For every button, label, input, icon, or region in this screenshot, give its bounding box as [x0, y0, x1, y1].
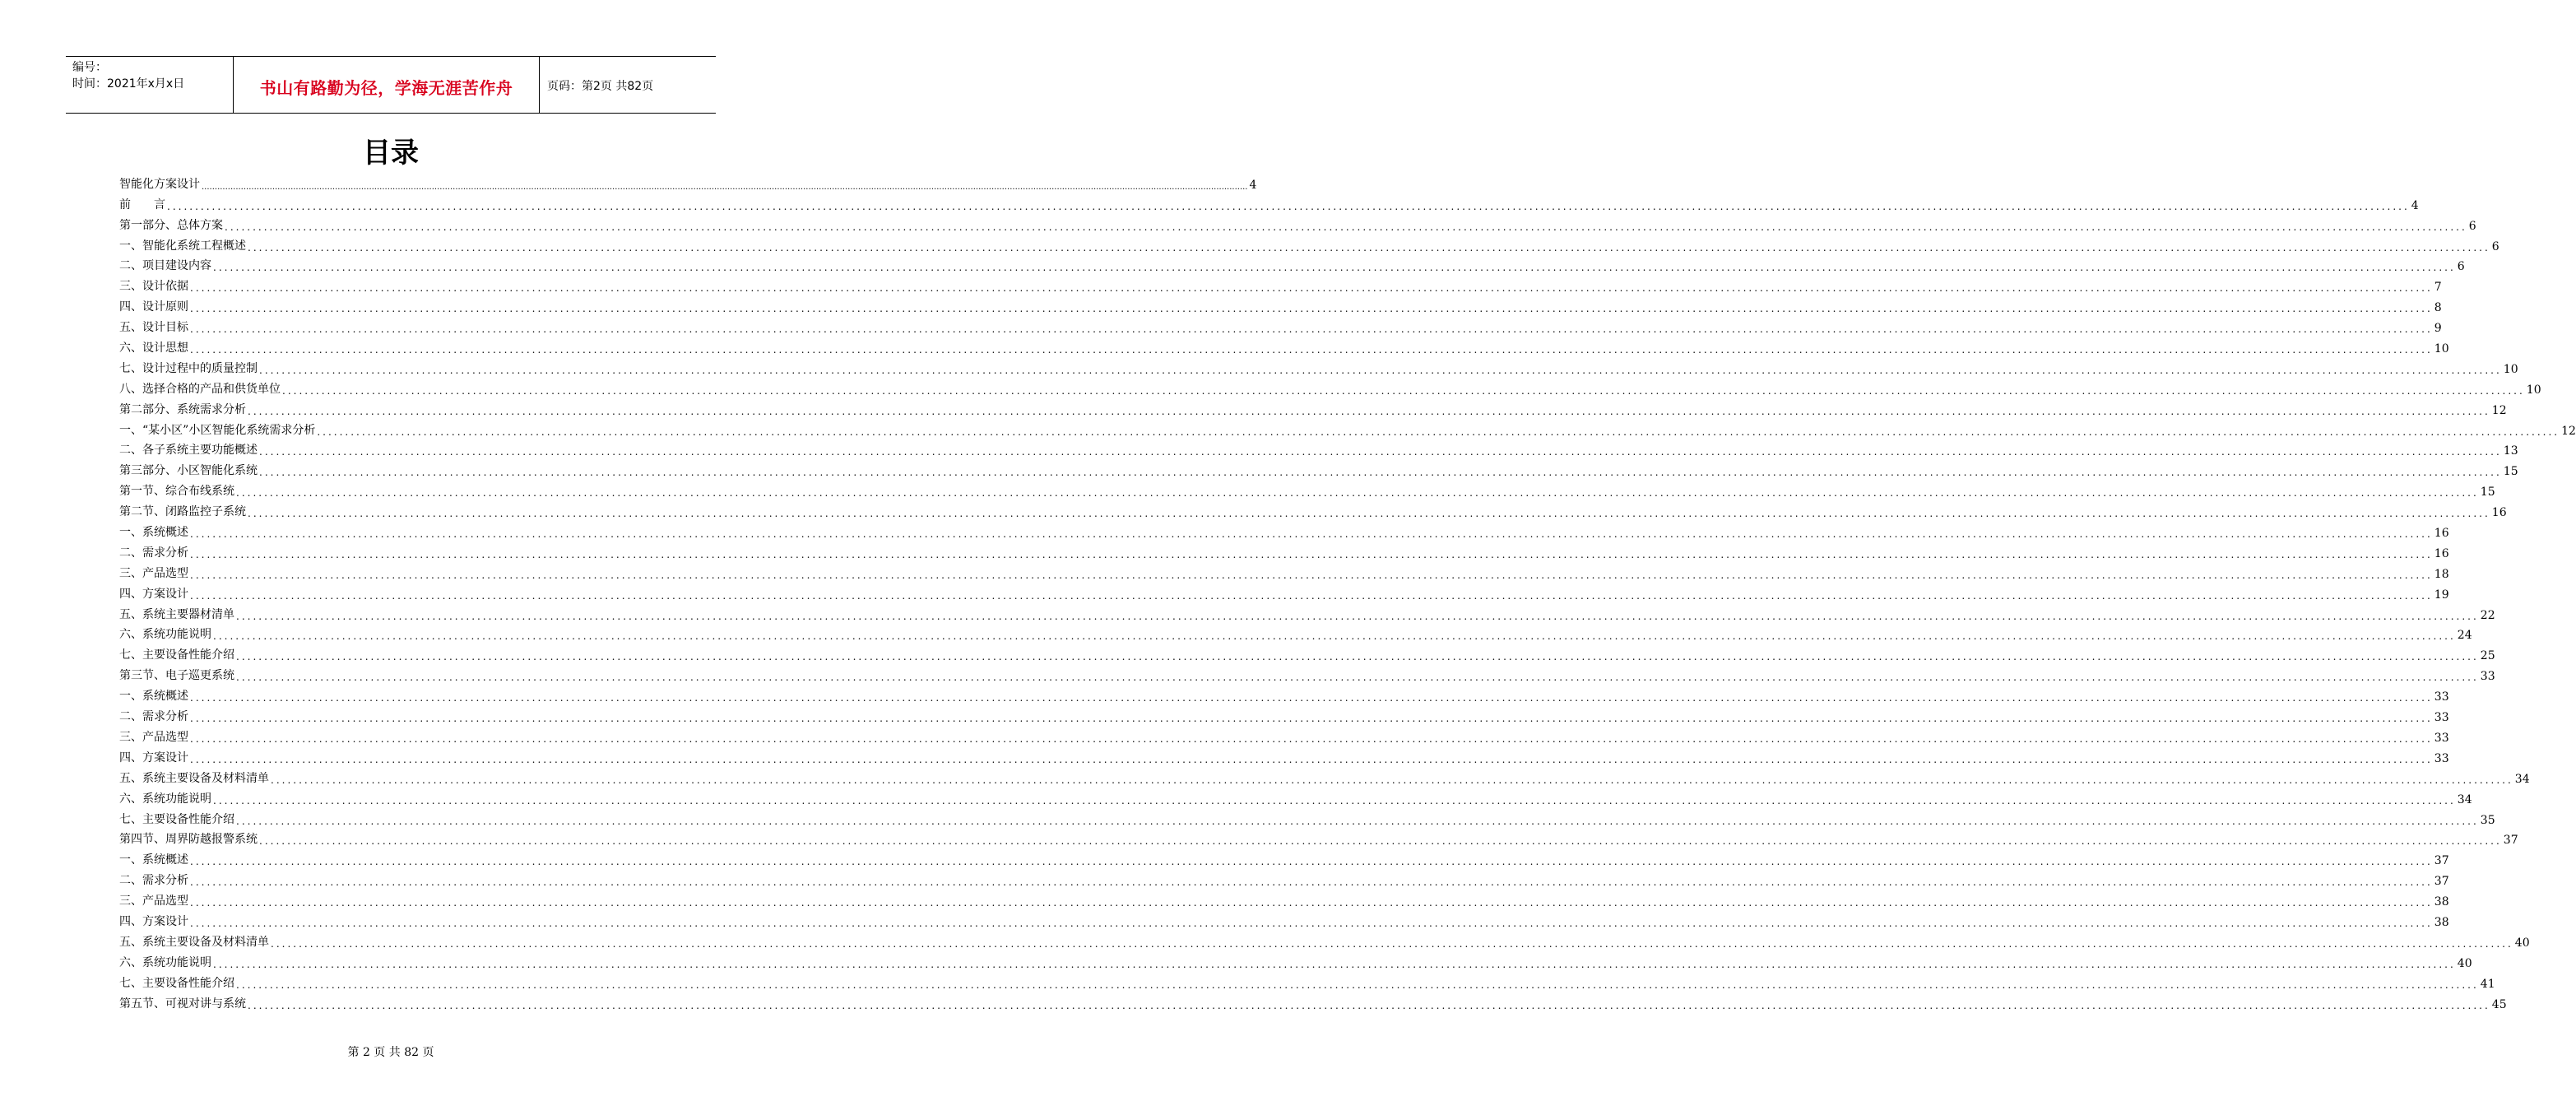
toc-entry[interactable]: [119, 335, 2449, 356]
toc-dot-leader: ................................................................................................................................................................................................................................................................................................................................................................................................................: [190, 528, 2433, 541]
header-motto-cell: [233, 57, 540, 113]
toc-dot-leader: ................................................................................................................................................................................................................................................................................................................................................................................................................: [213, 630, 2456, 643]
toc-entry[interactable]: [119, 642, 2495, 663]
toc-entry-page: 7: [2434, 281, 2442, 295]
toc-entry-page: 40: [2514, 936, 2530, 950]
toc-dot-leader: ................................................................................................................................................................................................................................................................................................................................................................................................................: [317, 425, 2560, 438]
toc-entry-label: 七、主要设备性能介绍: [119, 812, 234, 826]
toc-entry[interactable]: [119, 560, 2449, 581]
toc-dot-leader: ................................................................................................................................................................................................................................................................................................................................................................................................................: [190, 303, 2433, 315]
toc-entry-label: 三、产品选型: [119, 895, 188, 908]
toc-entry-page: 33: [2434, 751, 2449, 765]
toc-entry-label: 四、方案设计: [119, 914, 188, 928]
toc-entry-page: 13: [2503, 444, 2518, 458]
toc-entry[interactable]: [119, 294, 2442, 315]
toc-entry[interactable]: [119, 806, 2495, 827]
toc-dot-leader: ................................................................................................................................................................................................................................................................................................................................................................................................................: [202, 182, 1248, 192]
toc-dot-leader: ................................................................................................................................................................................................................................................................................................................................................................................................................: [236, 487, 2479, 500]
toc-entry[interactable]: [119, 827, 2518, 848]
toc-entry[interactable]: [119, 970, 2495, 991]
toc-entry-page: 6: [2491, 239, 2499, 253]
toc-entry-label: 一、系统概述: [119, 853, 188, 867]
date-label: 时间：2021年x月x日: [72, 77, 185, 91]
toc-entry-page: 24: [2457, 629, 2472, 643]
toc-entry[interactable]: [119, 212, 2476, 233]
toc-entry-label: 前 言: [119, 198, 165, 211]
toc-entry-page: 35: [2480, 813, 2495, 827]
toc-dot-leader: ................................................................................................................................................................................................................................................................................................................................................................................................................: [225, 221, 2467, 233]
toc-entry-label: 二、需求分析: [119, 874, 188, 888]
toc-entry-page: 18: [2434, 567, 2449, 581]
toc-entry-label: 二、需求分析: [119, 546, 188, 560]
toc-entry[interactable]: [119, 356, 2518, 376]
toc-entry-label: 七、设计过程中的质量控制: [119, 361, 258, 375]
toc-entry-page: 33: [2434, 711, 2449, 725]
toc-dot-leader: ................................................................................................................................................................................................................................................................................................................................................................................................................: [248, 241, 2490, 253]
toc-entry[interactable]: [119, 950, 2472, 970]
toc-dot-leader: ................................................................................................................................................................................................................................................................................................................................................................................................................: [190, 692, 2433, 704]
toc-entry-page: 16: [2434, 527, 2449, 541]
header-motto: 书山有路勤为径，学海无涯苦作舟: [259, 78, 513, 98]
toc-entry-label: 六、系统功能说明: [119, 792, 211, 806]
toc-entry-label: 五、系统主要器材清单: [119, 607, 234, 621]
toc-dot-leader: ................................................................................................................................................................................................................................................................................................................................................................................................................: [248, 405, 2490, 417]
toc-entry[interactable]: [119, 765, 2530, 786]
toc-entry-label: 三、产品选型: [119, 566, 188, 580]
header-info-cell: [66, 57, 233, 113]
toc-entry-label: 六、系统功能说明: [119, 955, 211, 969]
toc-dot-leader: ................................................................................................................................................................................................................................................................................................................................................................................................................: [190, 344, 2433, 356]
toc-entry[interactable]: [119, 540, 2449, 560]
toc-entry-page: 33: [2434, 731, 2449, 745]
toc-dot-leader: ................................................................................................................................................................................................................................................................................................................................................................................................................: [248, 508, 2490, 520]
toc-entry[interactable]: [119, 908, 2449, 929]
toc-entry-label: 一、“某小区”小区智能化系统需求分析: [119, 423, 316, 437]
toc-entry[interactable]: [119, 458, 2518, 479]
toc-entry[interactable]: [119, 581, 2449, 602]
toc-entry[interactable]: [119, 847, 2449, 868]
toc-entry[interactable]: [119, 786, 2472, 806]
toc-entry[interactable]: [119, 991, 2507, 1011]
toc-dot-leader: ................................................................................................................................................................................................................................................................................................................................................................................................................: [190, 282, 2433, 295]
toc-dot-leader: ................................................................................................................................................................................................................................................................................................................................................................................................................: [190, 548, 2433, 560]
toc-entry[interactable]: [119, 273, 2442, 295]
toc-entry-page: 6: [2468, 219, 2476, 233]
toc-entry-page: 25: [2480, 649, 2495, 663]
toc-entry-label: 六、设计思想: [119, 342, 188, 356]
toc-entry-page: 19: [2434, 588, 2449, 602]
toc-dot-leader: ................................................................................................................................................................................................................................................................................................................................................................................................................: [190, 589, 2433, 602]
toc-entry-page: 12: [2491, 403, 2507, 417]
toc-entry-label: 四、方案设计: [119, 587, 188, 601]
toc-entry-page: 41: [2480, 977, 2495, 991]
toc-entry[interactable]: [119, 662, 2495, 684]
toc-entry-page: 10: [2503, 362, 2518, 376]
toc-entry-page: 37: [2503, 834, 2518, 848]
toc-entry-page: 4: [1249, 178, 1257, 192]
toc-dot-leader: ................................................................................................................................................................................................................................................................................................................................................................................................................: [248, 999, 2490, 1011]
toc-entry-page: 34: [2457, 792, 2472, 806]
toc-entry-page: 22: [2480, 608, 2495, 622]
toc-entry-page: 8: [2434, 301, 2442, 315]
serial-number-label: 编号：: [72, 61, 107, 74]
toc-dot-leader: ................................................................................................................................................................................................................................................................................................................................................................................................................: [213, 794, 2456, 806]
toc-entry[interactable]: [119, 704, 2449, 725]
toc-entry-label: 第三节、电子巡更系统: [119, 669, 234, 683]
toc-dot-leader: ................................................................................................................................................................................................................................................................................................................................................................................................................: [259, 364, 2502, 376]
toc-dot-leader: ................................................................................................................................................................................................................................................................................................................................................................................................................: [236, 815, 2479, 827]
toc-dot-leader: ................................................................................................................................................................................................................................................................................................................................................................................................................: [190, 917, 2433, 929]
toc-entry[interactable]: [119, 724, 2449, 745]
toc-entry[interactable]: [119, 253, 2465, 274]
toc-entry[interactable]: [119, 233, 2499, 253]
toc-entry[interactable]: [119, 683, 2449, 704]
toc-entry-label: 五、系统主要设备及材料清单: [119, 935, 269, 949]
toc-entry-label: 一、系统概述: [119, 690, 188, 704]
toc-entry[interactable]: [119, 478, 2495, 500]
toc-entry[interactable]: [119, 745, 2449, 765]
toc-entry-page: 37: [2434, 875, 2449, 889]
toc-entry-page: 45: [2491, 997, 2507, 1011]
toc-entry[interactable]: [119, 192, 2419, 212]
toc-dot-leader: ................................................................................................................................................................................................................................................................................................................................................................................................................: [282, 384, 2525, 397]
toc-entry-label: 二、需求分析: [119, 710, 188, 724]
toc-entry-label: 智能化方案设计: [119, 177, 200, 191]
toc-dot-leader: ................................................................................................................................................................................................................................................................................................................................................................................................................: [190, 753, 2433, 765]
toc-entry-label: 七、主要设备性能介绍: [119, 648, 234, 662]
toc-dot-leader: ................................................................................................................................................................................................................................................................................................................................................................................................................: [236, 672, 2479, 684]
toc-dot-leader: ................................................................................................................................................................................................................................................................................................................................................................................................................: [167, 200, 2410, 212]
toc-entry[interactable]: [119, 438, 2518, 458]
toc-dot-leader: ................................................................................................................................................................................................................................................................................................................................................................................................................: [259, 835, 2502, 848]
toc-entry-label: 四、方案设计: [119, 750, 188, 764]
toc-entry-label: 第四节、周界防越报警系统: [119, 833, 258, 847]
toc-entry-label: 第一部分、总体方案: [119, 218, 223, 232]
toc-entry-label: 一、系统概述: [119, 526, 188, 540]
toc-dot-leader: ................................................................................................................................................................................................................................................................................................................................................................................................................: [190, 856, 2433, 868]
toc-entry-page: 12: [2561, 424, 2576, 438]
toc-dot-leader: ................................................................................................................................................................................................................................................................................................................................................................................................................: [190, 732, 2433, 745]
toc-dot-leader: ................................................................................................................................................................................................................................................................................................................................................................................................................: [190, 323, 2433, 336]
toc-entry-label: 二、各子系统主要功能概述: [119, 444, 258, 458]
toc-entry-label: 第五节、可视对讲与系统: [119, 997, 246, 1011]
toc-entry-page: 15: [2503, 465, 2518, 479]
toc-entry-page: 9: [2434, 322, 2442, 336]
toc-entry-label: 第二节、闭路监控子系统: [119, 505, 246, 519]
toc-dot-leader: ................................................................................................................................................................................................................................................................................................................................................................................................................: [259, 467, 2502, 479]
toc-entry-page: 15: [2480, 486, 2495, 500]
toc-dot-leader: ................................................................................................................................................................................................................................................................................................................................................................................................................: [213, 262, 2456, 274]
toc-dot-leader: ................................................................................................................................................................................................................................................................................................................................................................................................................: [213, 958, 2456, 970]
toc-entry-label: 五、系统主要设备及材料清单: [119, 771, 269, 785]
toc-entry-label: 第三部分、小区智能化系统: [119, 464, 258, 478]
toc-entry-label: 五、设计目标: [119, 321, 188, 335]
toc-entry-page: 16: [2434, 546, 2449, 560]
toc-entry-label: 第一节、综合布线系统: [119, 485, 234, 499]
toc-entry[interactable]: [119, 499, 2507, 520]
toc-entry-label: 三、设计依据: [119, 280, 188, 294]
table-of-contents: [119, 171, 2576, 1011]
toc-dot-leader: ................................................................................................................................................................................................................................................................................................................................................................................................................: [236, 651, 2479, 663]
toc-entry[interactable]: [119, 867, 2449, 889]
toc-entry-page: 38: [2434, 895, 2449, 909]
toc-entry[interactable]: [119, 602, 2495, 622]
toc-dot-leader: ................................................................................................................................................................................................................................................................................................................................................................................................................: [259, 446, 2502, 458]
toc-entry-label: 第二部分、系统需求分析: [119, 402, 246, 416]
toc-entry[interactable]: [119, 417, 2576, 438]
toc-dot-leader: ................................................................................................................................................................................................................................................................................................................................................................................................................: [271, 937, 2513, 950]
toc-entry-label: 六、系统功能说明: [119, 628, 211, 642]
toc-entry-page: 10: [2526, 383, 2541, 397]
toc-entry-page: 6: [2457, 260, 2465, 274]
toc-entry[interactable]: [119, 888, 2449, 909]
toc-entry-page: 10: [2434, 342, 2449, 356]
toc-entry-label: 七、主要设备性能介绍: [119, 976, 234, 990]
toc-entry[interactable]: [119, 519, 2449, 541]
toc-entry-label: 二、项目建设内容: [119, 259, 211, 273]
toc-entry[interactable]: [119, 929, 2530, 950]
toc-dot-leader: ................................................................................................................................................................................................................................................................................................................................................................................................................: [190, 569, 2433, 581]
header-page-code: 页码：第2页 共82页: [547, 80, 654, 93]
document-title: 目录: [363, 137, 419, 170]
toc-entry-page: 40: [2457, 956, 2472, 970]
toc-entry-label: 八、选择合格的产品和供货单位: [119, 382, 281, 396]
toc-dot-leader: ................................................................................................................................................................................................................................................................................................................................................................................................................: [271, 774, 2513, 786]
toc-dot-leader: ................................................................................................................................................................................................................................................................................................................................................................................................................: [236, 610, 2479, 622]
toc-dot-leader: ................................................................................................................................................................................................................................................................................................................................................................................................................: [190, 713, 2433, 725]
toc-dot-leader: ................................................................................................................................................................................................................................................................................................................................................................................................................: [190, 897, 2433, 909]
toc-entry[interactable]: [119, 397, 2507, 417]
toc-entry-page: 38: [2434, 915, 2449, 929]
toc-entry-page: 33: [2480, 670, 2495, 684]
toc-dot-leader: ................................................................................................................................................................................................................................................................................................................................................................................................................: [190, 876, 2433, 889]
toc-entry[interactable]: [119, 622, 2472, 643]
toc-entry-label: 三、产品选型: [119, 730, 188, 744]
page-header: [66, 56, 716, 114]
toc-entry-page: 33: [2434, 690, 2449, 704]
toc-entry-page: 16: [2491, 506, 2507, 520]
toc-entry-page: 37: [2434, 854, 2449, 868]
toc-entry-page: 4: [2411, 198, 2419, 212]
toc-entry-page: 34: [2514, 772, 2530, 786]
toc-dot-leader: ................................................................................................................................................................................................................................................................................................................................................................................................................: [236, 978, 2479, 991]
page-footer: 第 2 页 共 82 页: [347, 1046, 434, 1059]
toc-entry-label: 一、智能化系统工程概述: [119, 239, 246, 253]
header-page-cell: [539, 57, 716, 113]
toc-entry[interactable]: [119, 376, 2541, 397]
toc-entry[interactable]: [119, 171, 1257, 192]
toc-entry[interactable]: [119, 314, 2442, 336]
toc-entry-label: 四、设计原则: [119, 300, 188, 314]
